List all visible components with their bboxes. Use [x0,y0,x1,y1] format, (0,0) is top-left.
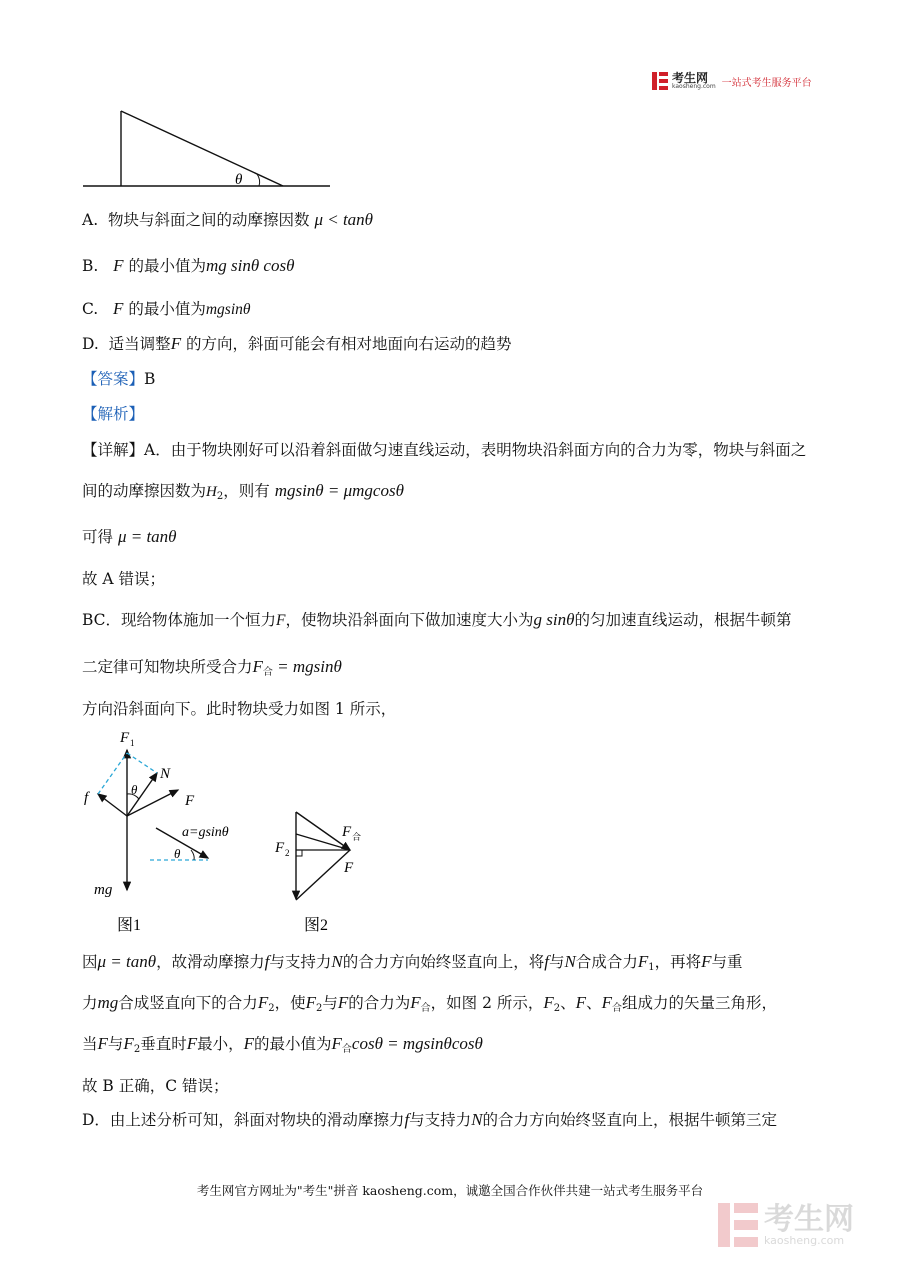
equation-min: cosθ = mgsinθcosθ [351,1034,483,1053]
answer-value: B [144,370,156,388]
watermark-cn: 考生网 [764,1201,854,1237]
figure-2-caption: 图2 [304,917,329,934]
answer-line [82,369,155,389]
header-slogan: 一站式考生服务平台 [721,77,812,89]
option-b-math: mg sinθ cosθ [205,256,295,275]
watermark-en: kaosheng.com [764,1233,845,1247]
label-friction: f [84,790,89,806]
detail-line-1: 【详解】A．由于物块刚好可以沿着斜面做匀速直线运动，表明物块沿斜面方向的合力为零，物块与斜面之 [82,441,807,459]
label-theta: θ [131,782,138,797]
dashed-line-2 [127,753,157,773]
detail-line-6: 二定律可知物块所受合力$F_合 = mgsin\theta$ [82,657,342,678]
svg-text:1: 1 [130,738,135,748]
svg-text:2: 2 [285,848,290,858]
option-a: A. 物块与斜面之间的动摩擦因数 μ < tanθ [82,210,374,229]
figure-1-caption: 图1 [117,917,142,934]
answer-tag: 【答案】 [82,370,145,388]
equation-gsin: g sinθ [533,610,575,629]
svg-text:θ: θ [174,846,181,861]
option-d: D. 适当调整F 的方向，斜面可能会有相对地面向右运动的趋势 [82,334,512,353]
right-angle-mark [296,850,302,856]
detail-line-7: 方向沿斜面向下。此时物块受力如图 1 所示， [82,700,397,718]
para2-line-1: 因μ = tanθ，故滑动摩擦力f与支持力N的合力方向始终竖直向上，将f与N合成合力$F_1$，再将F与重 [82,952,743,973]
option-a-math: μ < tanθ [314,210,374,229]
force-friction-arrow [98,794,127,816]
label-f-fig2: F [344,860,354,876]
option-b: B. F 的最小值为mg sinθ cosθ [82,256,295,275]
analysis-line [82,404,144,424]
para2-line-5: D．由上述分析可知，斜面对物块的滑动摩擦力f与支持力N的合力方向始终竖直向上，根据牛顿第三定 [82,1110,778,1129]
label-mg: mg [94,882,113,898]
watermark [718,1203,854,1247]
dashed-line-1 [98,753,127,794]
footer-text: 考生网官方网址为"考生"拼音 kaosheng.com，诚邀全国合作伙伴共建一站式考生服务平台 [196,1183,704,1198]
header-logo [652,72,812,90]
angle-label: θ [235,172,243,188]
option-c: C. F 的最小值为mgsinθ [82,299,251,318]
force-f-line [296,850,350,900]
header-brand-en: kaosheng.com [672,83,716,90]
option-c-math: mgsinθ [205,301,251,318]
equation-balance: mgsinθ = μmgcosθ [274,481,404,500]
logo-icon [652,72,668,90]
header-brand-cn: 考生网 [672,71,709,85]
detail-line-5: BC．现给物体施加一个恒力F，使物块沿斜面向下做加速度大小为g sinθ的匀加速直线运动，根据牛顿第 [82,610,792,629]
detail-line-4: 故 A 错误； [82,570,166,588]
label-accel: a=gsinθ [182,825,229,840]
label-f: F [185,793,195,809]
figure-2 [270,800,390,940]
analysis-tag: 【解析】 [82,405,145,423]
label-n: N [160,766,171,782]
label-f1: F [120,730,130,746]
watermark-logo-icon [718,1203,758,1247]
para2-line-3: 当F与$F_2$垂直时F最小，F的最小值为$F_合\cos\theta = mgsin\theta\cos\theta$ [82,1034,483,1055]
label-fhe: F [342,824,352,840]
figure-1 [80,728,260,938]
para2-line-4: 故 B 正确，C 错误； [82,1077,229,1095]
para2-line-2: 力mg合成竖直向下的合力$F_2$，使$F_2$与F的合力为$F_合$，如图 2 所示，$F_2$、F、$F_合$组成力的矢量三角形， [82,993,777,1014]
svg-text:合: 合 [352,832,362,842]
detail-tag: 【详解】 [82,441,145,459]
detail-line-2: 间的动摩擦因数为$H_2$，则有 mgsinθ = μmgcosθ [82,481,404,502]
angle-arc [257,174,260,186]
label-f2: F [275,840,285,856]
detail-line-3: 可得 μ = tanθ [82,527,177,546]
incline-slope [121,111,283,186]
incline-figure [80,105,340,195]
equation-mu: μ = tanθ [117,527,177,546]
